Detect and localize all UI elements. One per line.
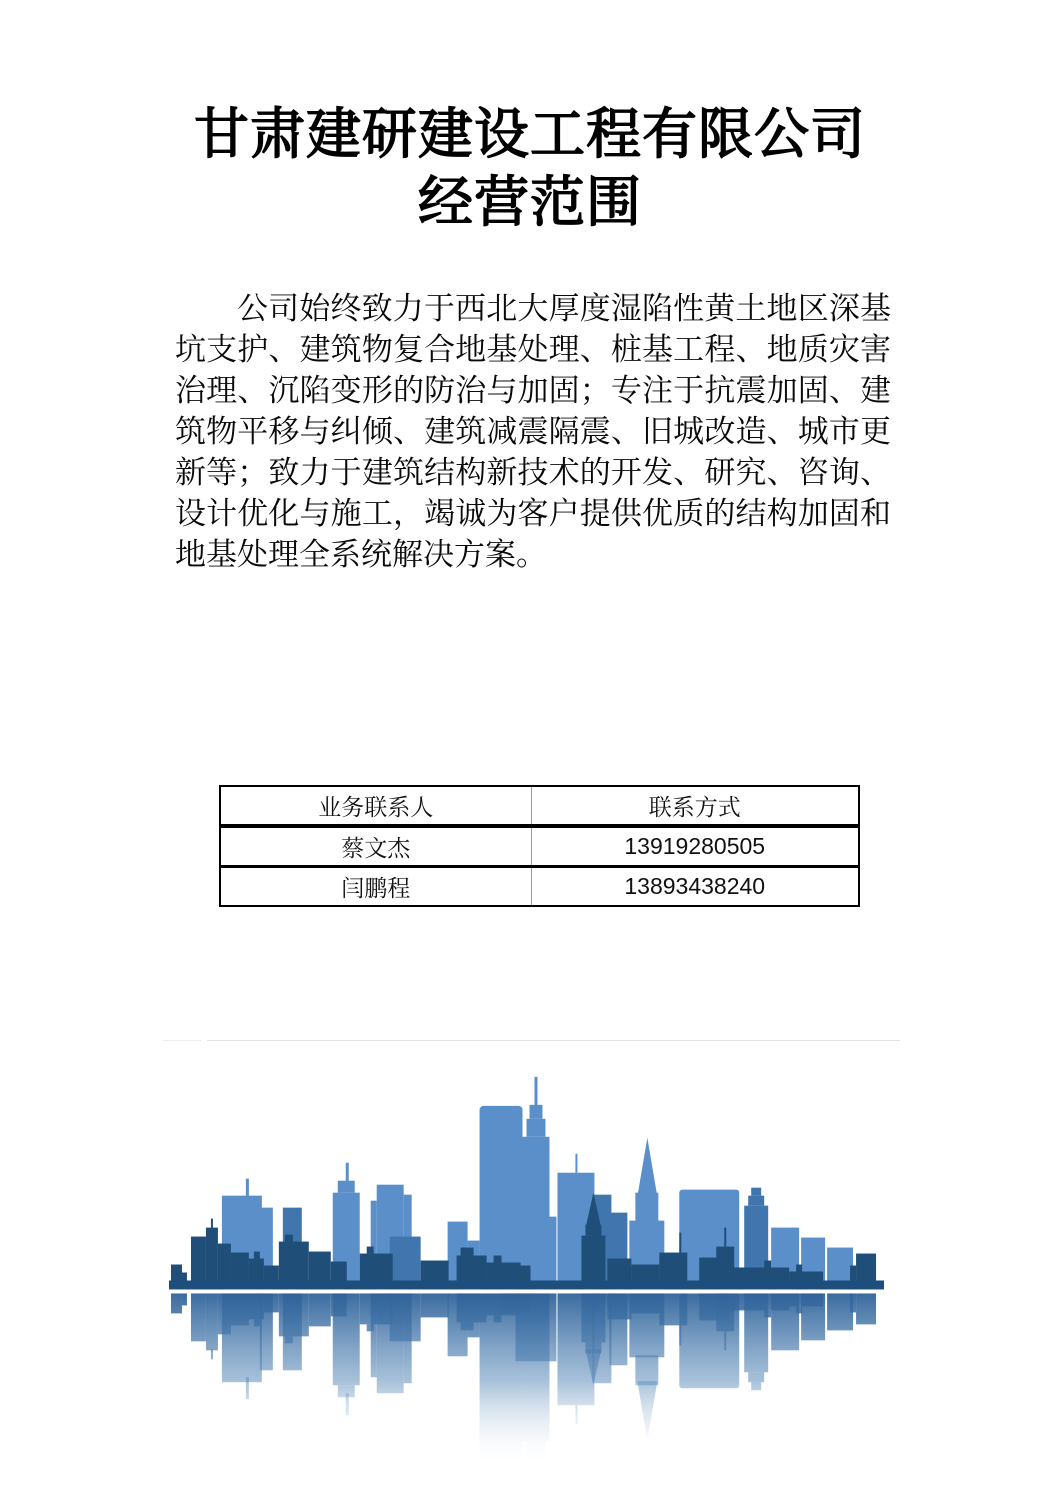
contact-phone: 13893438240 [624,872,766,899]
contact-phone: 13919280505 [531,826,859,866]
page-title [0,100,1060,236]
city-skyline-svg [161,1041,900,1500]
skyline-reflection [171,1293,876,1500]
table-row [220,866,859,906]
table-row [220,826,859,866]
page-title-line1: 甘肃建研建设工程有限公司 [193,103,866,165]
skyline-waterline [169,1280,884,1289]
contact-name: 闫鹏程 [220,866,531,906]
contact-table-header-row [220,786,859,826]
page-title-line2: 经营范围 [417,171,642,233]
contact-table [219,785,860,907]
body-paragraph: 公司始终致力于西北大厚度湿陷性黄土地区深基坑支护、建筑物复合地基处理、桩基工程、地质灾害治理、沉陷变形的防治与加固；专注于抗震加固、建筑物平移与纠倾、建筑减震隔震、旧城改造、城市更新等；致力于建筑结构新技术的开发、研究、咨询、设计优化与施工，竭诚为客户提供优质的结构加固和地基处理全系统解决方案。 [175,291,891,572]
header-contact-person: 业务联系人 [220,786,531,826]
city-skyline-image [161,1041,900,1500]
header-contact-method: 联系方式 [531,786,859,826]
contact-name: 蔡文杰 [220,826,531,866]
